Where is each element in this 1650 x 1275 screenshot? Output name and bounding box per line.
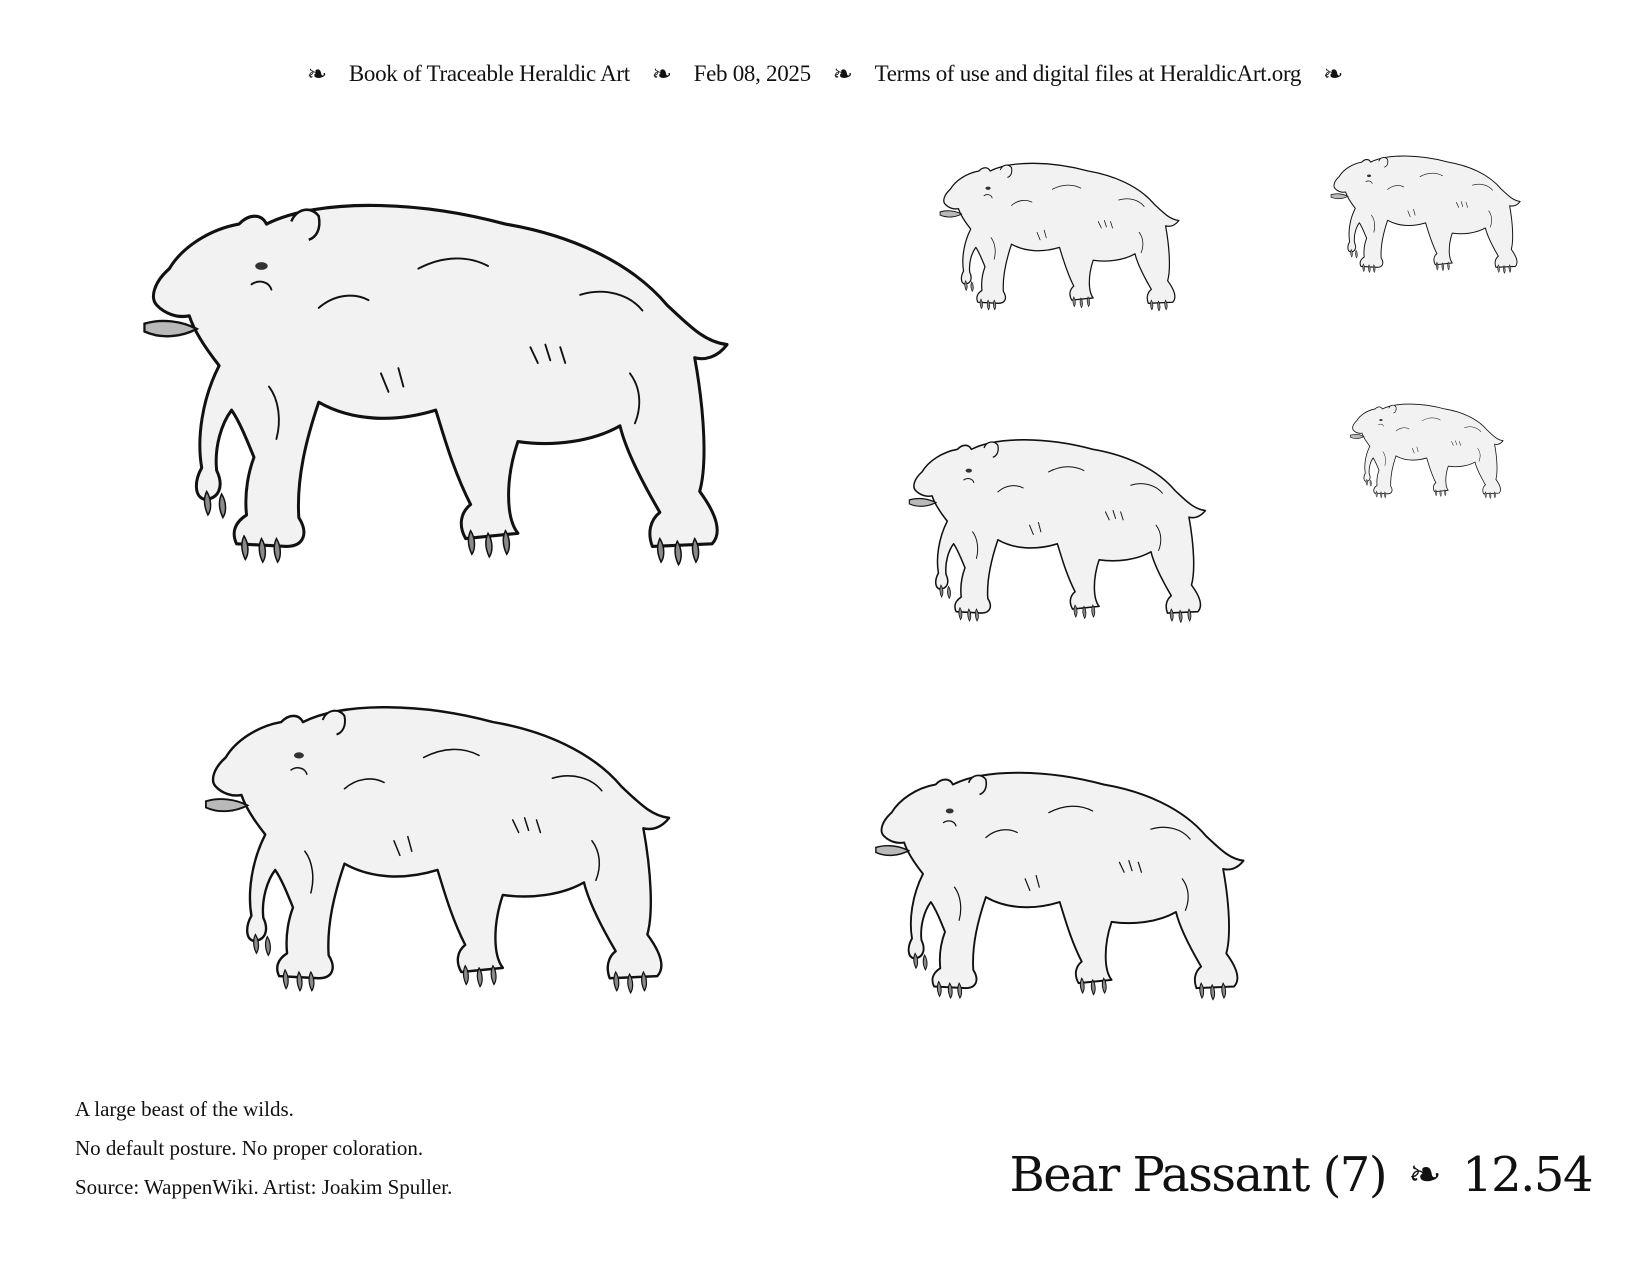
fleuron-icon: ❧ xyxy=(1408,1152,1441,1198)
plate-number: 12.54 xyxy=(1462,1147,1592,1203)
source-credit: Source: WappenWiki. Artist: Joakim Spuller. xyxy=(75,1175,453,1199)
description xyxy=(75,1090,695,1207)
bear-figure-1 xyxy=(132,190,742,570)
fleuron-icon: ❧ xyxy=(1323,61,1343,88)
charge-name: Bear Passant (7) xyxy=(1009,1147,1387,1203)
description-line: A large beast of the wilds. xyxy=(75,1097,294,1121)
fleuron-icon: ❧ xyxy=(832,61,853,88)
book-title: Book of Traceable Heraldic Art xyxy=(348,61,630,86)
bear-figure-7 xyxy=(1347,400,1507,500)
fleuron-icon: ❧ xyxy=(651,61,672,88)
plate-title xyxy=(1009,1140,1592,1210)
description-line: No default posture. No proper coloration. xyxy=(75,1136,424,1160)
bear-figure-3 xyxy=(935,157,1185,313)
bear-figure-2 xyxy=(196,695,681,997)
bear-figure-5 xyxy=(868,763,1253,1003)
bear-figure-4 xyxy=(903,432,1213,625)
bear-figure-6 xyxy=(1327,151,1525,275)
fleuron-icon: ❧ xyxy=(307,61,327,88)
page-header xyxy=(0,54,1650,94)
terms-of-use: Terms of use and digital files at HeraldicArt.org xyxy=(874,61,1302,86)
header-date: Feb 08, 2025 xyxy=(693,61,811,86)
